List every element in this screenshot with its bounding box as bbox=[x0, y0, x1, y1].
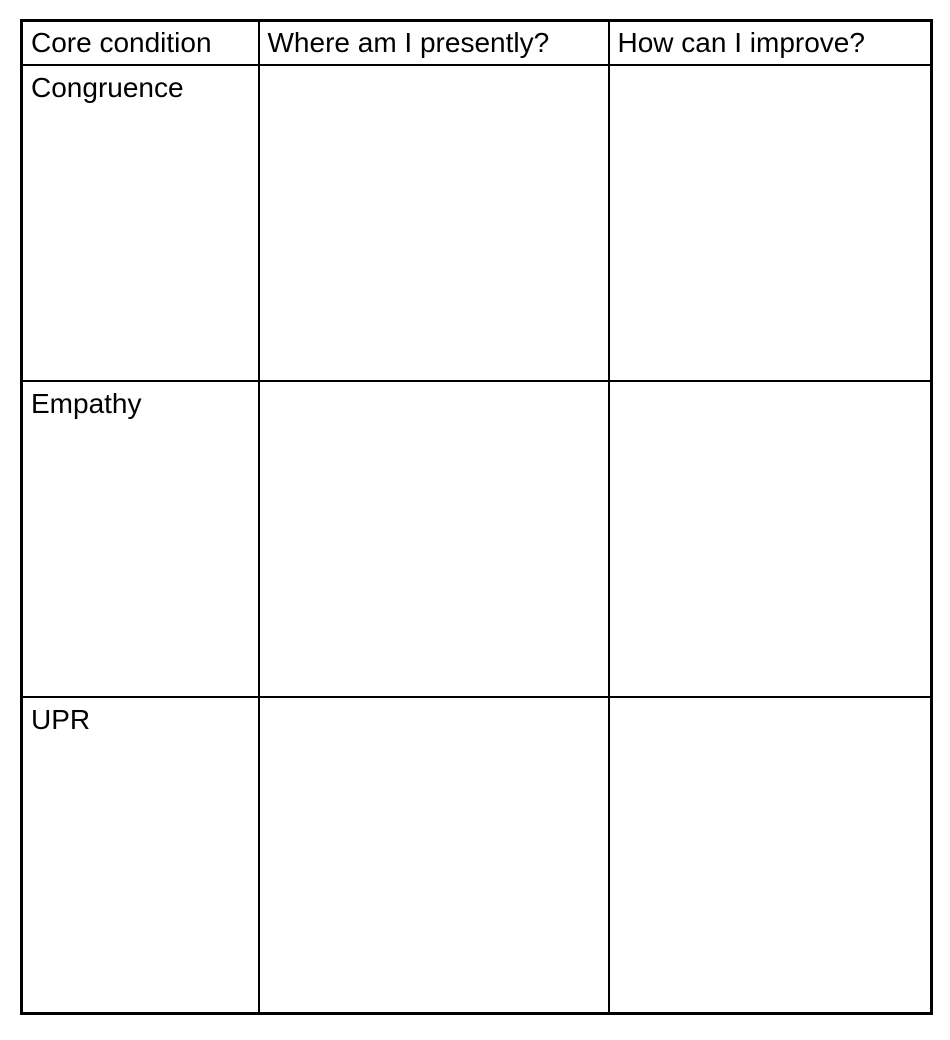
congruence-improve-answer-cell[interactable] bbox=[609, 65, 932, 381]
column-header-how-can-i-improve: How can I improve? bbox=[609, 21, 932, 66]
upr-present-answer-cell[interactable] bbox=[259, 697, 609, 1014]
upr-improve-answer-cell[interactable] bbox=[609, 697, 932, 1014]
table-row-congruence bbox=[22, 65, 932, 381]
congruence-present-answer-cell[interactable] bbox=[259, 65, 609, 381]
condition-label-empathy: Empathy bbox=[22, 381, 259, 697]
condition-label-congruence: Congruence bbox=[22, 65, 259, 381]
header-row bbox=[22, 21, 932, 66]
empathy-improve-answer-cell[interactable] bbox=[609, 381, 932, 697]
core-conditions-worksheet-table bbox=[20, 19, 933, 1015]
table-row-upr bbox=[22, 697, 932, 1014]
condition-label-upr: UPR bbox=[22, 697, 259, 1014]
column-header-where-am-i-presently: Where am I presently? bbox=[259, 21, 609, 66]
empathy-present-answer-cell[interactable] bbox=[259, 381, 609, 697]
table-row-empathy bbox=[22, 381, 932, 697]
column-header-core-condition: Core condition bbox=[22, 21, 259, 66]
